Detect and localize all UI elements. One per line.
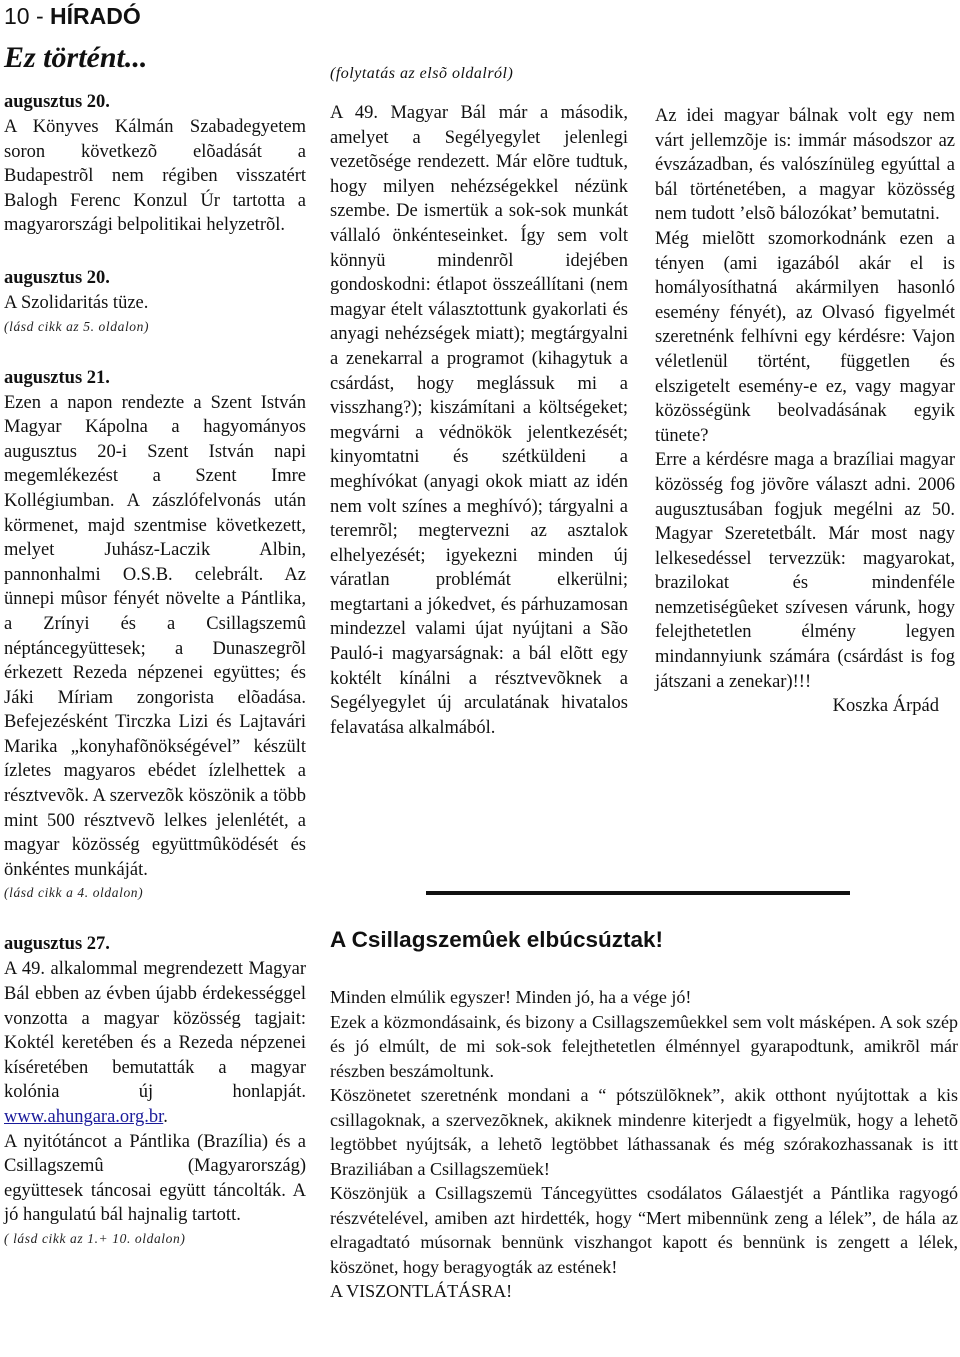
event-text: Ezen a napon rendezte a Szent István Magyar Kápolna a hagyományos augusztus 20-i Szent István napi megemlékezést a Szent Imre Kollégiumban. A zászlófelvonás után körmenet, majd szentmise következett, melyet Juhász-Laczik Albin, pannonhalmi O.S.B. celebrált. Az ünnepi mûsor fényét növelte a Pántlika, a Zrínyi és a Csillagszemû néptáncegyüttesek; a Dunaszegrõl érkezett Rezeda népzenei együttes; és Jáki Míriam zongorista elõadása. Befejezésként Tirczka Lizi és Lajtavári Marika „konyhafõnökségével” készült ízletes magyaros ebédet ízlelhettek a résztvevõk. A szervezõk köszönik a több mint 500 résztvevõ lelkes jelenlétét, a magyar közösség együttmûködését és önkéntes munkáját. bbox=[4, 392, 306, 880]
page-reference: (lásd cikk a 4. oldalon) bbox=[4, 885, 144, 901]
section-divider bbox=[426, 891, 850, 895]
event-text: A Szolidaritás tüze. bbox=[4, 292, 149, 313]
event-date: augusztus 20. bbox=[4, 92, 110, 112]
page-reference: ( lásd cikk az 1.+ 10. oldalon) bbox=[4, 1230, 186, 1246]
article-paragraph: Köszönetet szeretnénk mondani a “ pótszülõknek”, akik otthont nyújtottak a kis csillagoknak, a szervezõknek, akiknek mindenre kiterjedt a figyelmük, hogy a lehetõ legtöbbet nyújtsák, a lehetõ legtöbbet láthassanak és még szórakozhassanak is itt Braziliában a Csillagszemüek! bbox=[330, 1085, 958, 1179]
article-paragraph: Az idei magyar bálnak volt egy nem várt jellemzõje is: immár másodszor az évszázadban, és valószínüleg egyúttal a bál történetében, a magyar közösség nem tudott ’elsõ bálozókat’ bemutatni. bbox=[655, 106, 955, 225]
page-header bbox=[4, 2, 141, 30]
article-paragraph: Minden elmúlik egyszer! Minden jó, ha a vége jó! bbox=[330, 987, 692, 1007]
article-headline: A Csillagszemûek elbúcsúztak! bbox=[330, 927, 664, 952]
section-title: Ez történt... bbox=[4, 41, 148, 74]
event-date: augusztus 21. bbox=[4, 367, 110, 388]
continuation-note: (folytatás az elsõ oldalról) bbox=[330, 65, 514, 82]
column-events bbox=[4, 40, 306, 1250]
article-paragraph: Erre a kérdésre maga a brazíliai magyar közösség fog jövõre választ adni. 2006 augusztusában fogjuk megélni az 50. Magyar Szeretetbált. Már most nagy lelkesedéssel tervezzük: magyarokat, brazilokat és mindenféle nemzetiségûeket szívesen várunk, hogy felejthetetlen élmény legyen mindannyiunk számára (csárdást is fog játszani a zenekar)!!! bbox=[655, 450, 955, 692]
article-text: A 49. Magyar Bál már a második, amelyet a Segélyegylet jelenlegi vezetõsége rendezett. Már elõre tudtuk, hogy milyen nehézségekkel nézünk szembe. De ismertük a sok-sok munkát vállaló önkénteseinket. Így sem volt könnyü mindenrõl idejében gondoskodni: étlapot összeállítani (nem magyar ételt választottunk gyakorlati és anyagi nehézségek miatt); megtárgyalni a zenekarral a programot (kihagytuk a csárdást, hogy meglássuk mi a visszhang?); kiszámítani a költségeket; megvárni a védnökök jelentkezését; kinyomtatni és szétküldeni a meghívókat (anyagi okok miatt az idén nem volt színes a meghívó); tárgyalni a teremrõl; megtervezni az asztalok elhelyezését; igyekezni minden új váratlan problémát elkerülni; megtartani a jókedvet, és párhuzamosan mindezzel valami újat nyújtani a São Pauló-i magyarságnak: a bál elõtt egy koktélt kínálni a résztvevõknek a Segélyegylet új arculatának hivatalos felavatása alkalmából. bbox=[330, 103, 628, 738]
event-date: augusztus 27. bbox=[4, 934, 110, 955]
event-entry bbox=[4, 932, 306, 1250]
event-date: augusztus 20. bbox=[4, 267, 110, 288]
article-paragraph: Köszönjük a Csillagszemü Táncegyüttes csodálatos Gálaestjét a Pántlika ragyogó részvételével, amiben azt hirdették, hogy “Mert mibennünk zeng a lélek”, de hála az elragadtató músornak bennünk viszhangot kapott és bennünk is zengett a lélek, köszönet, hogy beragyogták az estének! bbox=[330, 1183, 958, 1277]
event-text: A nyitótáncot a Pántlika (Brazília) és a Csillagszemû (Magyarország) együttesek táncosai együtt táncolták. A jó hangulatú bál hajnalig tartott. bbox=[4, 1131, 306, 1226]
event-entry bbox=[4, 90, 306, 238]
column-ball-article-cont bbox=[655, 104, 955, 719]
event-text bbox=[4, 957, 306, 1129]
farewell-article bbox=[330, 985, 958, 1304]
event-text-part: A 49. alkalommal megrendezett Magyar Bál ebben az évben újabb érdekességgel vonzotta a magyar közösség tagjait: Koktél keretében és a Rezeda népzenei kíséretében bemutatták a magyar kolónia új honlapját. bbox=[4, 959, 306, 1103]
event-text-part: . bbox=[163, 1107, 168, 1127]
author-signature: Koszka Árpád bbox=[832, 696, 939, 717]
event-entry bbox=[4, 266, 306, 338]
event-text: A Könyves Kálmán Szabadegyetem soron következõ elõadását a Budapestrõl nem régiben visszatért Balogh Ferenc Konzul Úr tartotta a magyarországi belpolitikai helyzetrõl. bbox=[4, 117, 306, 236]
website-link[interactable]: www.ahungara.org.br bbox=[4, 1107, 164, 1127]
article-paragraph: Még mielõtt szomorkodnánk ezen a tényen (ami igazából akár el is homályosíthatná akármilyen hasonló esemény fényét), az Olvasó figyelmét szeretnénk felhívni egy kérdésre: Vajon véletlenül történt, független és elszigetelt esemény-e ez, vagy magyar közösségünk beolvadásának egyik tünete? bbox=[655, 228, 955, 446]
page-number: 10 - bbox=[4, 3, 51, 29]
article-paragraph: Ezek a közmondásaink, és bizony a Csillagszemûekkel sem volt másképen. A sok szép és jó elmúlt, de mi sok-sok felejthetetlen élménnyel gyarapodtunk, amikrõl már részben beszámoltunk. bbox=[330, 1011, 958, 1081]
publication-name: HÍRADÓ bbox=[50, 3, 141, 29]
event-entry bbox=[4, 366, 306, 905]
article-closing: A VISZONTLÁTÁSRA! bbox=[330, 1281, 513, 1301]
page-reference: (lásd cikk az 5. oldalon) bbox=[4, 318, 150, 334]
column-ball-article bbox=[330, 63, 628, 740]
